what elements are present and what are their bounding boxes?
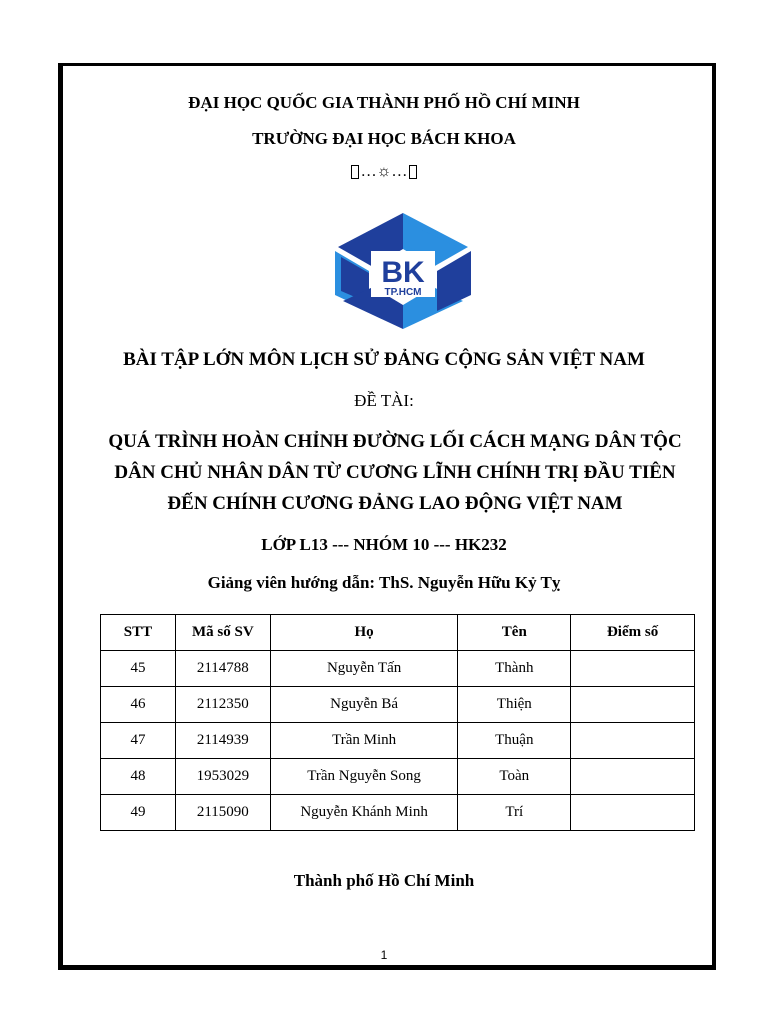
cell-stt: 49 <box>101 795 176 831</box>
cell-stt: 46 <box>101 687 176 723</box>
cell-given-name: Trí <box>458 795 571 831</box>
table-row <box>101 687 695 723</box>
table-row <box>101 759 695 795</box>
topic-label: ĐỀ TÀI: <box>354 391 414 410</box>
cell-surname: Trần Minh <box>270 723 458 759</box>
school-name: TRƯỜNG ĐẠI HỌC BÁCH KHOA <box>252 129 516 148</box>
cell-surname: Trần Nguyễn Song <box>270 759 458 795</box>
city-name: Thành phố Hồ Chí Minh <box>293 871 475 890</box>
cell-score <box>571 723 695 759</box>
ornament-divider <box>0 163 768 181</box>
assignment-title: BÀI TẬP LỚN MÔN LỊCH SỬ ĐẢNG CỘNG SẢN VIỆT NAM <box>123 349 645 370</box>
cell-student-id: 2115090 <box>175 795 270 831</box>
column-header: Họ <box>270 615 458 651</box>
column-header: Điểm số <box>571 615 695 651</box>
topic-line: DÂN CHỦ NHÂN DÂN TỪ CƯƠNG LĨNH CHÍNH TRỊ ĐẦU TIÊN <box>114 462 676 483</box>
ornament-left-icon <box>351 165 359 179</box>
cell-score <box>571 795 695 831</box>
instructor: Giảng viên hướng dẫn: ThS. Nguyễn Hữu Kỷ Tỵ <box>207 573 561 592</box>
logo-text-sub: TP.HCM <box>384 287 422 298</box>
cell-surname: Nguyễn Khánh Minh <box>270 795 458 831</box>
cell-score <box>571 651 695 687</box>
table-row <box>101 795 695 831</box>
page-number: 1 <box>380 948 388 962</box>
cell-stt: 47 <box>101 723 176 759</box>
topic-line: ĐẾN CHÍNH CƯƠNG ĐẢNG LAO ĐỘNG VIỆT NAM <box>167 493 623 514</box>
table-header-row <box>101 615 695 651</box>
cell-given-name: Thuận <box>458 723 571 759</box>
cell-stt: 45 <box>101 651 176 687</box>
cell-surname: Nguyễn Bá <box>270 687 458 723</box>
cell-surname: Nguyễn Tấn <box>270 651 458 687</box>
column-header: STT <box>101 615 176 651</box>
cell-student-id: 2112350 <box>175 687 270 723</box>
cell-score <box>571 759 695 795</box>
cell-given-name: Thành <box>458 651 571 687</box>
table-row <box>101 723 695 759</box>
class-info: LỚP L13 --- NHÓM 10 --- HK232 <box>261 535 507 554</box>
cell-student-id: 2114939 <box>175 723 270 759</box>
cell-given-name: Thiện <box>458 687 571 723</box>
cell-score <box>571 687 695 723</box>
column-header: Tên <box>458 615 571 651</box>
student-table <box>100 614 695 831</box>
cell-student-id: 1953029 <box>175 759 270 795</box>
cell-student-id: 2114788 <box>175 651 270 687</box>
ornament-right-icon <box>409 165 417 179</box>
table-row <box>101 651 695 687</box>
cell-stt: 48 <box>101 759 176 795</box>
bk-logo-icon <box>329 207 477 335</box>
cell-given-name: Toàn <box>458 759 571 795</box>
topic-line: QUÁ TRÌNH HOÀN CHỈNH ĐƯỜNG LỐI CÁCH MẠNG DÂN TỘC <box>108 431 682 452</box>
ornament-text: …☼… <box>360 163 408 180</box>
university-name: ĐẠI HỌC QUỐC GIA THÀNH PHỐ HỒ CHÍ MINH <box>188 93 580 112</box>
column-header: Mã số SV <box>175 615 270 651</box>
topic-text <box>100 426 690 519</box>
logo-text-main: BK <box>381 256 425 289</box>
